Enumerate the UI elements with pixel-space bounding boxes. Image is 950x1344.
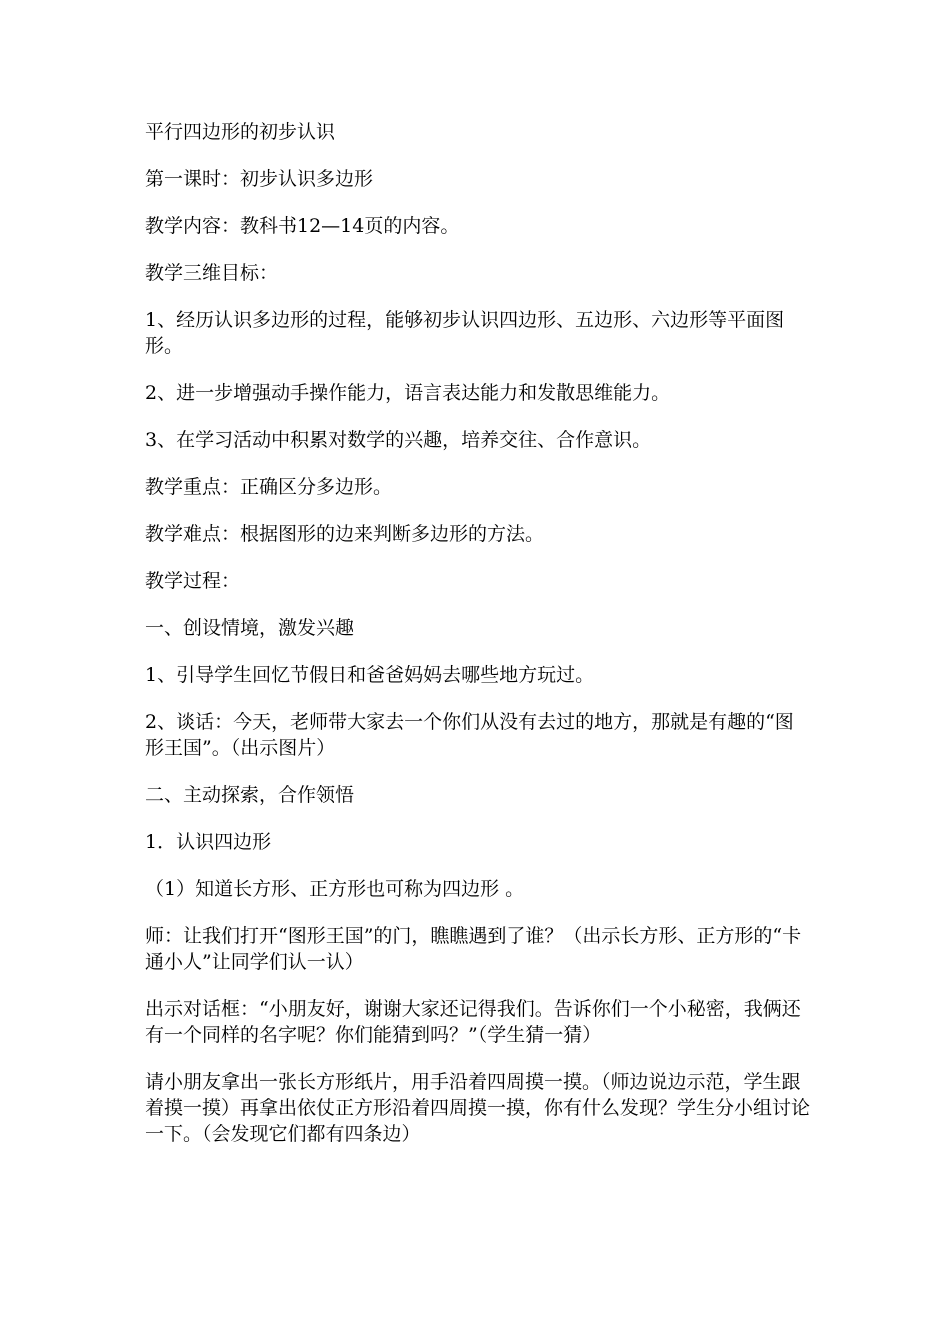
teaching-content: 教学内容：教科书12—14页的内容。 [145,215,460,237]
teaching-focus: 教学重点：正确区分多边形。 [145,476,393,498]
dialog-box-text: 出示对话框：“小朋友好，谢谢大家还记得我们。告诉你们一个小秘密，我俩还有一个同样的名字呢？你们能猜到吗？”（学生猜一猜） [145,998,801,1046]
objective-2: 2、进一步增强动手操作能力，语言表达能力和发散思维能力。 [145,382,671,404]
section-1-step-2: 2、谈话：今天，老师带大家去一个你们从没有去过的地方，那就是有趣的“图形王国”。（出示图片） [145,711,794,759]
teacher-dialogue: 师：让我们打开“图形王国”的门，瞧瞧遇到了谁？（出示长方形、正方形的“卡通小人”让同学们认一认） [145,925,802,973]
subsection-quadrilateral: 1．认识四边形 [145,831,272,853]
activity-instructions: 请小朋友拿出一张长方形纸片，用手沿着四周摸一摸。（师边说边示范，学生跟着摸一摸）再拿出依仗正方形沿着四周摸一摸，你有什么发现？学生分小组讨论一下。（会发现它们都有四条边） [145,1071,811,1145]
objective-1: 1、经历认识多边形的过程，能够初步认识四边形、五边形、六边形等平面图形。 [145,309,785,357]
process-heading: 教学过程： [145,570,241,592]
objective-3: 3、在学习活动中积累对数学的兴趣，培养交往、合作意识。 [145,429,652,451]
section-2-heading: 二、主动探索，合作领悟 [145,784,355,806]
section-1-heading: 一、创设情境，激发兴趣 [145,617,355,639]
point-1: （1）知道长方形、正方形也可称为四边形 。 [145,878,525,900]
section-1-step-1: 1、引导学生回忆节假日和爸爸妈妈去哪些地方玩过。 [145,664,595,686]
document-title: 平行四边形的初步认识 [145,121,336,143]
lesson-period: 第一课时：初步认识多边形 [145,168,374,190]
document-page [145,119,810,1168]
objectives-heading: 教学三维目标： [145,262,279,284]
teaching-difficulty: 教学难点：根据图形的边来判断多边形的方法。 [145,523,545,545]
